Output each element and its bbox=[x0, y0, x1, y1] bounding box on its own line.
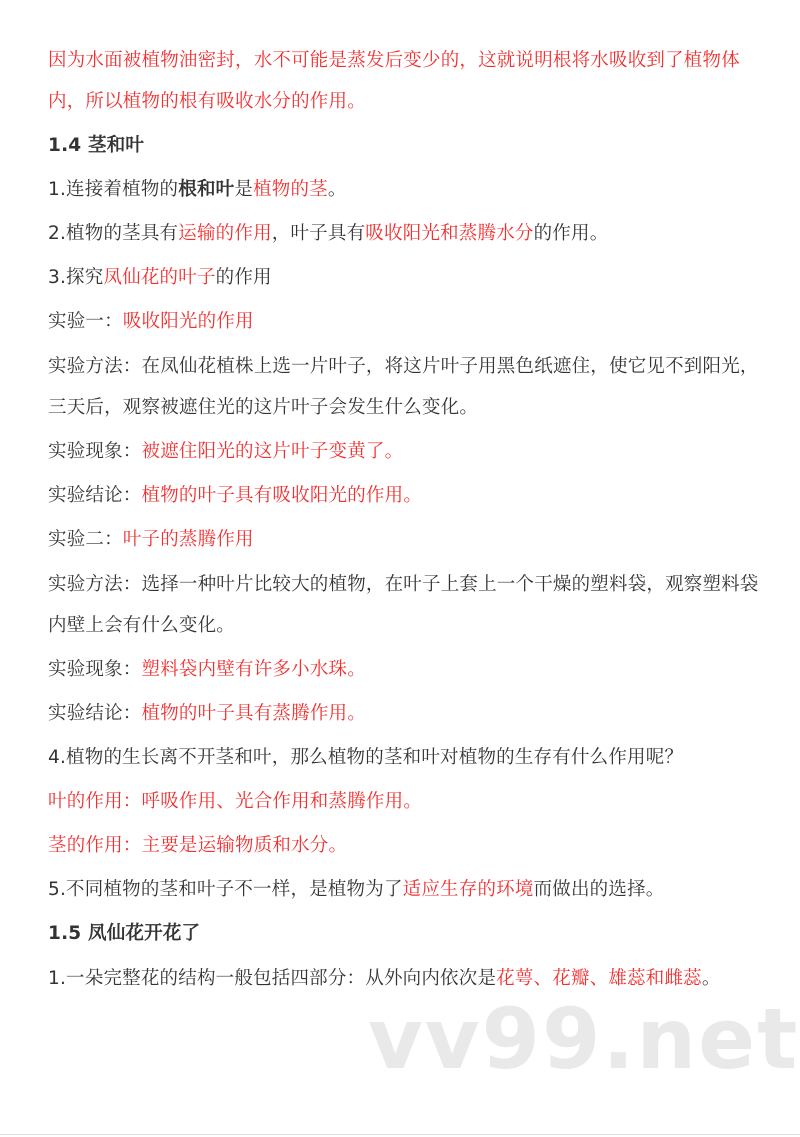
text-paragraph bbox=[48, 564, 760, 646]
text-segment: 实验结论： bbox=[48, 485, 142, 506]
text-segment: 1.一朵完整花的结构一般包括四部分：从外向内依次是 bbox=[48, 968, 497, 989]
text-segment: 是 bbox=[234, 179, 254, 200]
highlighted-answer: 植物的叶子具有蒸腾作用。 bbox=[141, 703, 366, 724]
text-paragraph bbox=[48, 788, 760, 816]
text-segment: 。 bbox=[327, 179, 347, 200]
text-segment: 实验现象： bbox=[48, 441, 142, 462]
text-paragraph bbox=[48, 876, 760, 904]
text-paragraph bbox=[48, 744, 760, 772]
text-paragraph bbox=[48, 526, 760, 554]
page-bottom-divider bbox=[0, 1134, 800, 1135]
text-segment: 1.连接着植物的 bbox=[48, 179, 179, 200]
highlighted-answer: 植物的叶子具有吸收阳光的作用。 bbox=[141, 485, 423, 506]
highlighted-answer: 塑料袋内壁有许多小水珠。 bbox=[141, 659, 366, 680]
text-segment: 2.植物的茎具有 bbox=[48, 223, 179, 244]
highlighted-answer: 花萼、花瓣、雄蕊和雌蕊 bbox=[496, 968, 702, 989]
text-paragraph bbox=[48, 220, 760, 248]
text-segment: 1.5 凤仙花开花了 bbox=[48, 923, 201, 944]
highlighted-answer: 被遮住阳光的这片叶子变黄了。 bbox=[141, 441, 404, 462]
highlighted-answer: 运输的作用 bbox=[178, 223, 272, 244]
text-paragraph bbox=[48, 346, 760, 428]
text-paragraph bbox=[48, 700, 760, 728]
text-segment: 3.探究 bbox=[48, 267, 104, 288]
text-paragraph bbox=[48, 264, 760, 292]
text-paragraph bbox=[48, 656, 760, 684]
text-segment: 的作用。 bbox=[533, 223, 609, 244]
highlighted-answer: 凤仙花的叶子 bbox=[103, 267, 216, 288]
text-segment: 实验二： bbox=[48, 529, 123, 550]
text-paragraph bbox=[48, 40, 760, 122]
highlighted-answer: 适应生存的环境 bbox=[402, 879, 534, 900]
highlighted-answer: 因为水面被植物油密封，水不可能是蒸发后变少的，这就说明根将水吸收到了植物体内，所以植物的根有吸收水分的作用。 bbox=[48, 50, 740, 112]
text-segment: 4.植物的生长离不开茎和叶，那么植物的茎和叶对植物的生存有什么作用呢？ bbox=[48, 747, 684, 768]
text-segment: 1.4 茎和叶 bbox=[48, 135, 145, 156]
highlighted-answer: 吸收阳光的作用 bbox=[122, 311, 254, 332]
text-segment: 5.不同植物的茎和叶子不一样，是植物为了 bbox=[48, 879, 403, 900]
section-heading bbox=[48, 920, 760, 948]
highlighted-answer: 叶的作用：呼吸作用、光合作用和蒸腾作用。 bbox=[48, 791, 423, 812]
text-segment: 。 bbox=[701, 968, 721, 989]
section-heading bbox=[48, 132, 760, 160]
text-paragraph bbox=[48, 438, 760, 466]
text-segment: 的作用 bbox=[215, 267, 272, 288]
text-segment: ，叶子具有 bbox=[271, 223, 366, 244]
text-paragraph bbox=[48, 176, 760, 204]
highlighted-answer: 吸收阳光和蒸腾水分 bbox=[365, 223, 534, 244]
highlighted-answer: 植物的茎 bbox=[253, 179, 328, 200]
text-segment: 实验一： bbox=[48, 311, 123, 332]
text-segment: 而做出的选择。 bbox=[533, 879, 665, 900]
text-segment: 根和叶 bbox=[178, 179, 235, 200]
text-paragraph bbox=[48, 832, 760, 860]
text-segment: 实验方法：选择一种叶片比较大的植物，在叶子上套上一个干燥的塑料袋，观察塑料袋内壁上会有什么变化。 bbox=[48, 574, 759, 636]
text-paragraph bbox=[48, 308, 760, 336]
watermark: vv99.net bbox=[368, 990, 800, 1088]
highlighted-answer: 叶子的蒸腾作用 bbox=[122, 529, 254, 550]
text-segment: 实验现象： bbox=[48, 659, 142, 680]
highlighted-answer: 茎的作用：主要是运输物质和水分。 bbox=[48, 835, 348, 856]
text-paragraph bbox=[48, 482, 760, 510]
text-segment: 实验结论： bbox=[48, 703, 142, 724]
text-segment: 实验方法：在凤仙花植株上选一片叶子，将这片叶子用黑色纸遮住，使它见不到阳光，三天后，观察被遮住光的这片叶子会发生什么变化。 bbox=[48, 356, 759, 418]
